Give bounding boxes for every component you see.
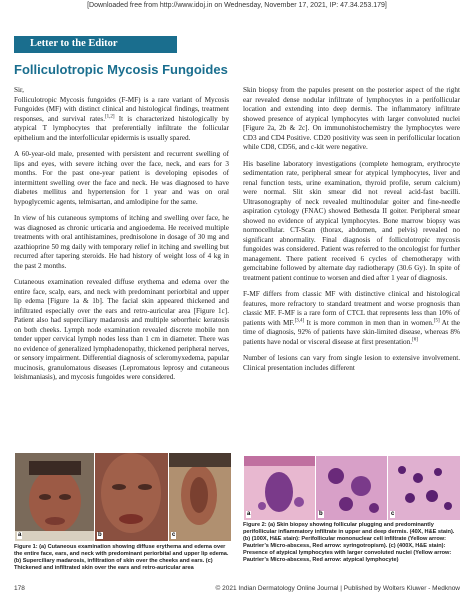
figure-1-caption: Figure 1: (a) Cutaneous examination showing diffuse erythema and edema over the entire face, ears, and neck with predominant periorbital and upper lip edema. (b) Superciliary madarosis, infiltration of skin over the cheeks and ears. (c) Thickened and infiltrated skin over the ears and retro-auricular area: [14, 544, 229, 571]
paragraph: Skin biopsy from the papules present on the posterior aspect of the right ear revealed dense nodular infiltrate of lymphocytes in a perifollicular location and extending into deep dermis. The inflammatory infiltrate showed presence of atypical lymphocytes with larger convoluted nuclei [Figure 2a, 2b & 2c]. On immunohistochemistry the lymphocytes were CD3 and CD4 Positive. CD20 positivity was seen in perifollicular location while CD8, CD56, and c-kit were negative.: [243, 86, 460, 151]
paragraph: Folliculotropic Mycosis fungoides (F-MF) is a rare variant of Mycosis Fungoides (MF) with distinct clinical and histological findings, treatment responses, and survival rates.[1,2] It is characterized histologically by atypical T lymphocytes that preferentially infiltrate the follicular epithelium and the interfollicular epidermis is usually spared.: [14, 95, 229, 142]
paragraph: Number of lesions can vary from single lesion to extensive involvement. Clinical presentation includes different: [243, 354, 460, 372]
figure-panel-label: a: [247, 511, 251, 517]
section-header-bar: [14, 36, 177, 53]
paragraph: F-MF differs from classic MF with distinctive clinical and histological features, more refractory to standard treatment and worse prognosis than classic MF. F-MF is a rare form of CTCL that represents less than 10% of patients with MF.[3,4] It is more common in men than in women.[5] At the time of diagnosis, 92% of patients have skin-limited disease, whereas 8% patients have nodal or visceral disease at first presentation.[6]: [243, 290, 461, 346]
figure-2-caption: Figure 2: (a) Skin biopsy showing follicular plugging and predominantly perifollicular inflammatory infiltrate in upper and deep dermis. (40X, H&E stain). (b) (100X, H&E stain): Perifollicular mononuclear cell infiltrate (Yellow arrow: Pautrier’s Micro-abscess, Red arrow: syringotropism). (c) (400X, H&E stain): Presence of atypical lymphocytes with larger convoluted nuclei (Yellow arrow: Pautrier’s Micro-abscess, Red arrow: atypical lymphocyte): [243, 522, 455, 563]
figure-1c-photo: [168, 452, 232, 542]
paragraph: Cutaneous examination revealed diffuse erythema and edema over the entire face, scalp, ears, and neck with predominant periorbital and upper lip edema [Figure 1a & 1b]. The facial skin appeared thickened and infiltrated especially over the ears and retro-auricular area [Figure 1c]. Patient also had superciliary madarosis and multiple seborrheic keratosis on both cheeks. Lymph node examination revealed discrete mobile non tender upper cervical lymph nodes less than 1 cm in diameter. There was no evidence of generalized lymphadenopathy, thickened peripheral nerves, or sensory impairment. Differential diagnosis of scleromyxedema, papular mucinosis, granulomatous diseases (Lepromatous leprosy and cutaneous leishmaniasis), and mycosis fungoides were considered.: [14, 278, 229, 381]
ear-photo-illustration: [169, 453, 231, 541]
histology-illustration: [316, 456, 387, 520]
face-photo-illustration: [15, 453, 94, 541]
figure-panel-label: c: [391, 511, 395, 517]
salutation: Sir,: [14, 86, 24, 94]
figure-panel-label: a: [18, 532, 22, 538]
figure-2c-histology: [387, 455, 461, 521]
left-column: [14, 86, 229, 390]
paragraph: In view of his cutaneous symptoms of itching and swelling over face, he was diagnosed as chronic urticaria and angioedema. He received multiple treatments with oral antihistamines, prednisolone in dosage of 30 mg and azathioprine 50 mg daily with temporary relief in itching and swelling but recurred after tapering steroids. He had history of weight loss of 4 kg in the past 2 months.: [14, 214, 229, 270]
right-column: [243, 86, 460, 380]
figure-panel-label: b: [98, 532, 102, 538]
figure-1: [14, 452, 230, 540]
histology-illustration: [244, 456, 315, 520]
article-title: Folliculotropic Mycosis Fungoides: [14, 62, 228, 77]
figure-2b-histology: [315, 455, 388, 521]
figure-panel-label: b: [319, 511, 323, 517]
figure-2: [243, 455, 459, 519]
figure-1b-photo: [94, 452, 169, 542]
figure-2a-histology: [243, 455, 316, 521]
page-number: 178: [14, 585, 25, 592]
face-closeup-illustration: [95, 453, 168, 541]
paragraph: His baseline laboratory investigations (complete hemogram, erythrocyte sedimentation rate, peripheral smear for atypical lymphocytes, liver and renal function tests, urine examination, thyroid profile, serum calcium) were normal. Slit skin smear did not reveal acid-fast bacilli. Ultrasonography of neck revealed multinodular goiter and fine-needle aspiration cytology (FNAC) showed Bethesda II goiter. Peripheral smear showed no evidence of atypical lymphocytes. Bone marrow biopsy was normocellular. CT-Scan (thorax, abdomen, and pelvis) revealed no significant abnormality. Final diagnosis of folliculotropic mycosis fungoides was considered. Patient was referred to the oncologist for further management. There patient received 6 cycles of chemotherapy with gemcitabine followed by alternate day radiotherapy (30.6 Gy). In spite of treatment patient continue to worsen and died after 1 year of diagnosis.: [243, 159, 460, 282]
histology-illustration: [388, 456, 460, 520]
journal-credit: © 2021 Indian Dermatology Online Journal | Published by Wolters Kluwer - Medknow: [215, 585, 460, 592]
paragraph: A 60-year-old male, presented with persistent and recurrent swelling of lips and eyes, with severe itching over the face, neck, and ears for 3 months. For the past one-year patient is developing episodes of intermittent swelling over the face and neck. He was diagnosed to have diabetes mellitus and hypertension for 1 year and was on oral hypoglycemic agents, telmisartan, and amlodipine for the same.: [14, 150, 229, 206]
figure-panel-label: c: [172, 532, 176, 538]
section-label: Letter to the Editor: [30, 38, 118, 49]
download-notice: [Downloaded free from http://www.idoj.in on Wednesday, November 17, 2021, IP: 47.34.253.179]: [87, 2, 387, 9]
figure-1a-photo: [14, 452, 95, 542]
